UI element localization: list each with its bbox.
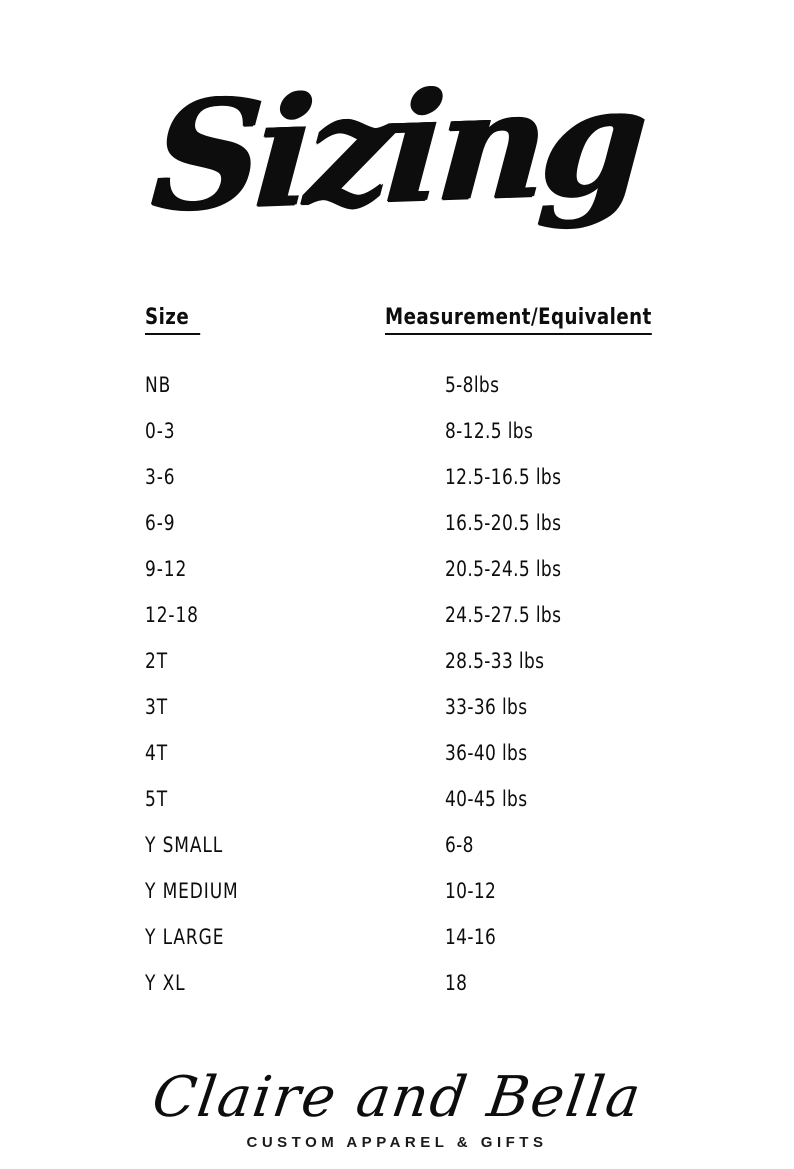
page-title (0, 18, 794, 280)
sizing-table (145, 305, 675, 1017)
cell-size: 3-6 (145, 465, 176, 489)
cell-size: 6-9 (145, 511, 176, 535)
cell-size: 3T (145, 695, 169, 719)
table-row (145, 373, 675, 419)
cell-size: Y XL (145, 971, 186, 995)
table-row (145, 557, 675, 603)
table-row (145, 971, 675, 1017)
cell-measurement: 8-12.5 lbs (445, 419, 534, 443)
cell-measurement: 36-40 lbs (445, 741, 528, 765)
table-row (145, 879, 675, 925)
cell-measurement: 10-12 (445, 879, 497, 903)
cell-size: 12-18 (145, 603, 199, 627)
table-row (145, 695, 675, 741)
table-header-row (145, 305, 675, 339)
brand-logo-text: Claire and Bella (148, 1065, 646, 1131)
cell-size: Y SMALL (145, 833, 224, 857)
table-body (145, 373, 675, 1017)
cell-size: 9-12 (145, 557, 188, 581)
table-row (145, 603, 675, 649)
cell-measurement: 33-36 lbs (445, 695, 528, 719)
cell-size: 0-3 (145, 419, 176, 443)
brand-tagline: CUSTOM APPAREL & GIFTS (246, 1134, 548, 1151)
cell-measurement: 20.5-24.5 lbs (445, 557, 562, 581)
cell-size: Y LARGE (145, 925, 225, 949)
cell-measurement: 6-8 (445, 833, 474, 857)
cell-measurement: 18 (445, 971, 468, 995)
cell-measurement: 14-16 (445, 925, 497, 949)
cell-measurement: 40-45 lbs (445, 787, 528, 811)
table-row (145, 419, 675, 465)
cell-measurement: 24.5-27.5 lbs (445, 603, 562, 627)
cell-size: Y MEDIUM (145, 879, 239, 903)
table-row (145, 649, 675, 695)
cell-measurement: 5-8lbs (445, 373, 500, 397)
cell-measurement: 12.5-16.5 lbs (445, 465, 562, 489)
table-row (145, 465, 675, 511)
column-header-measurement: Measurement/Equivalent (385, 305, 652, 335)
cell-size: NB (145, 373, 172, 397)
table-row (145, 741, 675, 787)
cell-size: 4T (145, 741, 169, 765)
cell-size: 5T (145, 787, 169, 811)
table-row (145, 787, 675, 833)
cell-size: 2T (145, 649, 169, 673)
cell-measurement: 28.5-33 lbs (445, 649, 545, 673)
cell-measurement: 16.5-20.5 lbs (445, 511, 562, 535)
page-title-text: Sizing (147, 52, 647, 246)
table-row (145, 925, 675, 971)
brand-footer (0, 1065, 794, 1151)
table-row (145, 833, 675, 879)
table-row (145, 511, 675, 557)
column-header-size: Size (145, 305, 200, 335)
